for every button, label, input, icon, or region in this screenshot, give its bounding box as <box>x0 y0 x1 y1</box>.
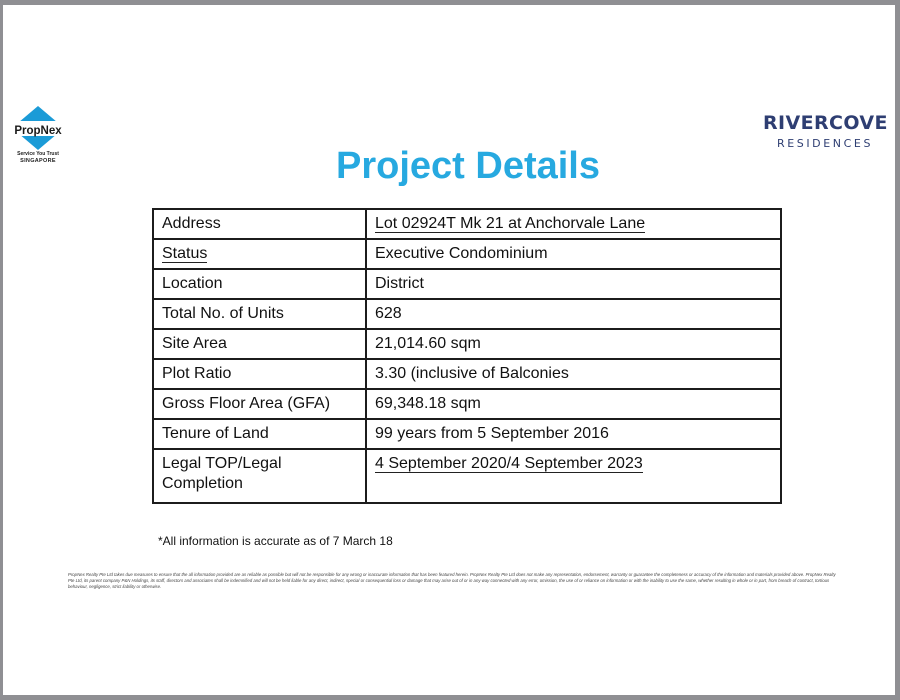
table-row <box>153 449 781 503</box>
table-row <box>153 239 781 269</box>
row-value-location: District <box>366 269 781 299</box>
row-value-gfa: 69,348.18 sqm <box>366 389 781 419</box>
table-row <box>153 269 781 299</box>
row-label-plot-ratio: Plot Ratio <box>153 359 366 389</box>
propnex-logo-country: SINGAPORE <box>20 158 56 164</box>
rivercove-logo-sub: RESIDENCES <box>776 137 874 150</box>
row-value-tenure: 99 years from 5 September 2016 <box>366 419 781 449</box>
row-value-units: 628 <box>366 299 781 329</box>
row-value-plot-ratio: 3.30 (inclusive of Balconies <box>366 359 781 389</box>
row-label-top: Legal TOP/Legal Completion <box>153 449 366 503</box>
top-value: 4 September 2020/4 September 2023 <box>375 455 643 472</box>
table-row <box>153 419 781 449</box>
accuracy-note: *All information is accurate as of 7 March 18 <box>158 534 393 548</box>
row-value-top <box>366 449 781 503</box>
table-row <box>153 359 781 389</box>
propnex-logo-tagline: Service You Trust <box>17 151 59 157</box>
row-label-site-area: Site Area <box>153 329 366 359</box>
row-label-location: Location <box>153 269 366 299</box>
row-label-units: Total No. of Units <box>153 299 366 329</box>
row-label-tenure: Tenure of Land <box>153 419 366 449</box>
table-row <box>153 209 781 239</box>
disclaimer-text: PropNex Realty Pte Ltd takes due measures to ensure that the all information provided are as reliable as possible but will not be responsible for any wrong or inaccurate information that has been featured herein. PropNex Realty Pte Ltd does not make any representation, endorsement, warranty or guarantee the completeness or accuracy of the information and materials provided above. PropNex Realty Pte Ltd, its parent company P&N Holdings, its staff, directors and associates shall be indemnified and will not be held liable for any direct, indirect, special or consequential loss or damage that may arise out of or in any way connected with any error, omission, the use of or reliance on information or with the inability to use the same, whether resulting in whole or in part, from breach of contract, tortious behaviour, negligence, strict liability or otherwise. <box>68 572 836 589</box>
table-row <box>153 329 781 359</box>
document-page <box>3 5 895 695</box>
propnex-logo-name: PropNex <box>14 125 62 137</box>
row-label-status <box>153 239 366 269</box>
address-value: Lot 02924T Mk 21 at Anchorvale Lane <box>375 215 646 232</box>
rivercove-logo-name: RIVERCOVE <box>763 112 888 134</box>
table-row <box>153 389 781 419</box>
row-value-site-area: 21,014.60 sqm <box>366 329 781 359</box>
page-title: Project Details <box>336 145 600 187</box>
row-label-gfa: Gross Floor Area (GFA) <box>153 389 366 419</box>
row-label-address: Address <box>153 209 366 239</box>
table-row <box>153 299 781 329</box>
status-label: Status <box>162 245 208 262</box>
row-value-address <box>366 209 781 239</box>
row-value-status: Executive Condominium <box>366 239 781 269</box>
project-details-table <box>152 208 782 504</box>
